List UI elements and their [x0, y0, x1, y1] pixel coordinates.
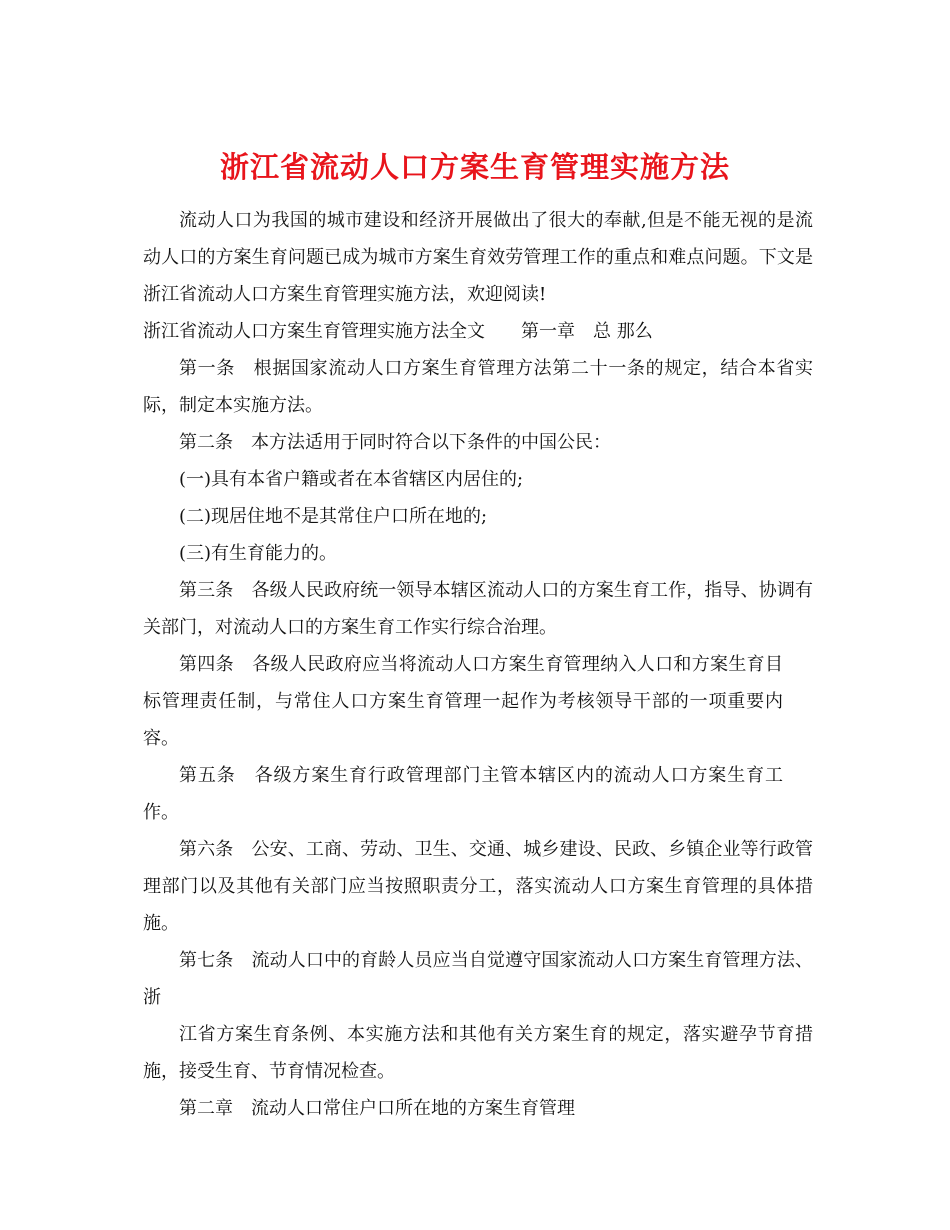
condition-1-item: (一)具有本省户籍或者在本省辖区内居住的; — [179, 469, 524, 490]
article-5-paragraph: 第五条 各级方案生育行政管理部门主管本辖区内的流动人口方案生育工作。 — [143, 765, 783, 823]
condition-2-item: (二)现居住地不是其常住户口所在地的; — [179, 506, 488, 527]
document-body — [143, 202, 813, 1127]
article-4-paragraph: 第四条 各级人民政府应当将流动人口方案生育管理纳入人口和方案生育目标管理责任制，与常住人口方案生育管理一起作为考核领导干部的一项重要内容。 — [143, 654, 783, 749]
article-7-paragraph: 第七条 流动人口中的育龄人员应当自觉遵守国家流动人口方案生育管理方法、浙 — [143, 950, 813, 1008]
article-2-paragraph: 第二条 本方法适用于同时符合以下条件的中国公民： — [179, 432, 611, 453]
chapter-2-heading: 第二章 流动人口常住户口所在地的方案生育管理 — [179, 1098, 575, 1119]
chapter-heading-line: 浙江省流动人口方案生育管理实施方法全文 第一章 总 那么 — [143, 321, 653, 342]
intro-paragraph: 流动人口为我国的城市建设和经济开展做出了很大的奉献,但是不能无视的是流动人口的方案生育问题已成为城市方案生育效劳管理工作的重点和难点问题。下文是浙江省流动人口方案生育管理实施方法，欢迎阅读! — [143, 210, 813, 305]
article-7-continuation: 江省方案生育条例、本实施方法和其他有关方案生育的规定，落实避孕节育措施，接受生育、节育情况检查。 — [143, 1024, 813, 1082]
document-title: 浙江省流动人口方案生育管理实施方法 — [219, 150, 730, 185]
article-1-paragraph: 第一条 根据国家流动人口方案生育管理方法第二十一条的规定，结合本省实际，制定本实施方法。 — [143, 358, 813, 416]
article-6-paragraph: 第六条 公安、工商、劳动、卫生、交通、城乡建设、民政、乡镇企业等行政管理部门以及其他有关部门应当按照职责分工，落实流动人口方案生育管理的具体措施。 — [143, 839, 813, 934]
condition-3-item: (三)有生育能力的。 — [179, 543, 338, 564]
article-3-paragraph: 第三条 各级人民政府统一领导本辖区流动人口的方案生育工作，指导、协调有关部门，对流动人口的方案生育工作实行综合治理。 — [143, 580, 813, 638]
